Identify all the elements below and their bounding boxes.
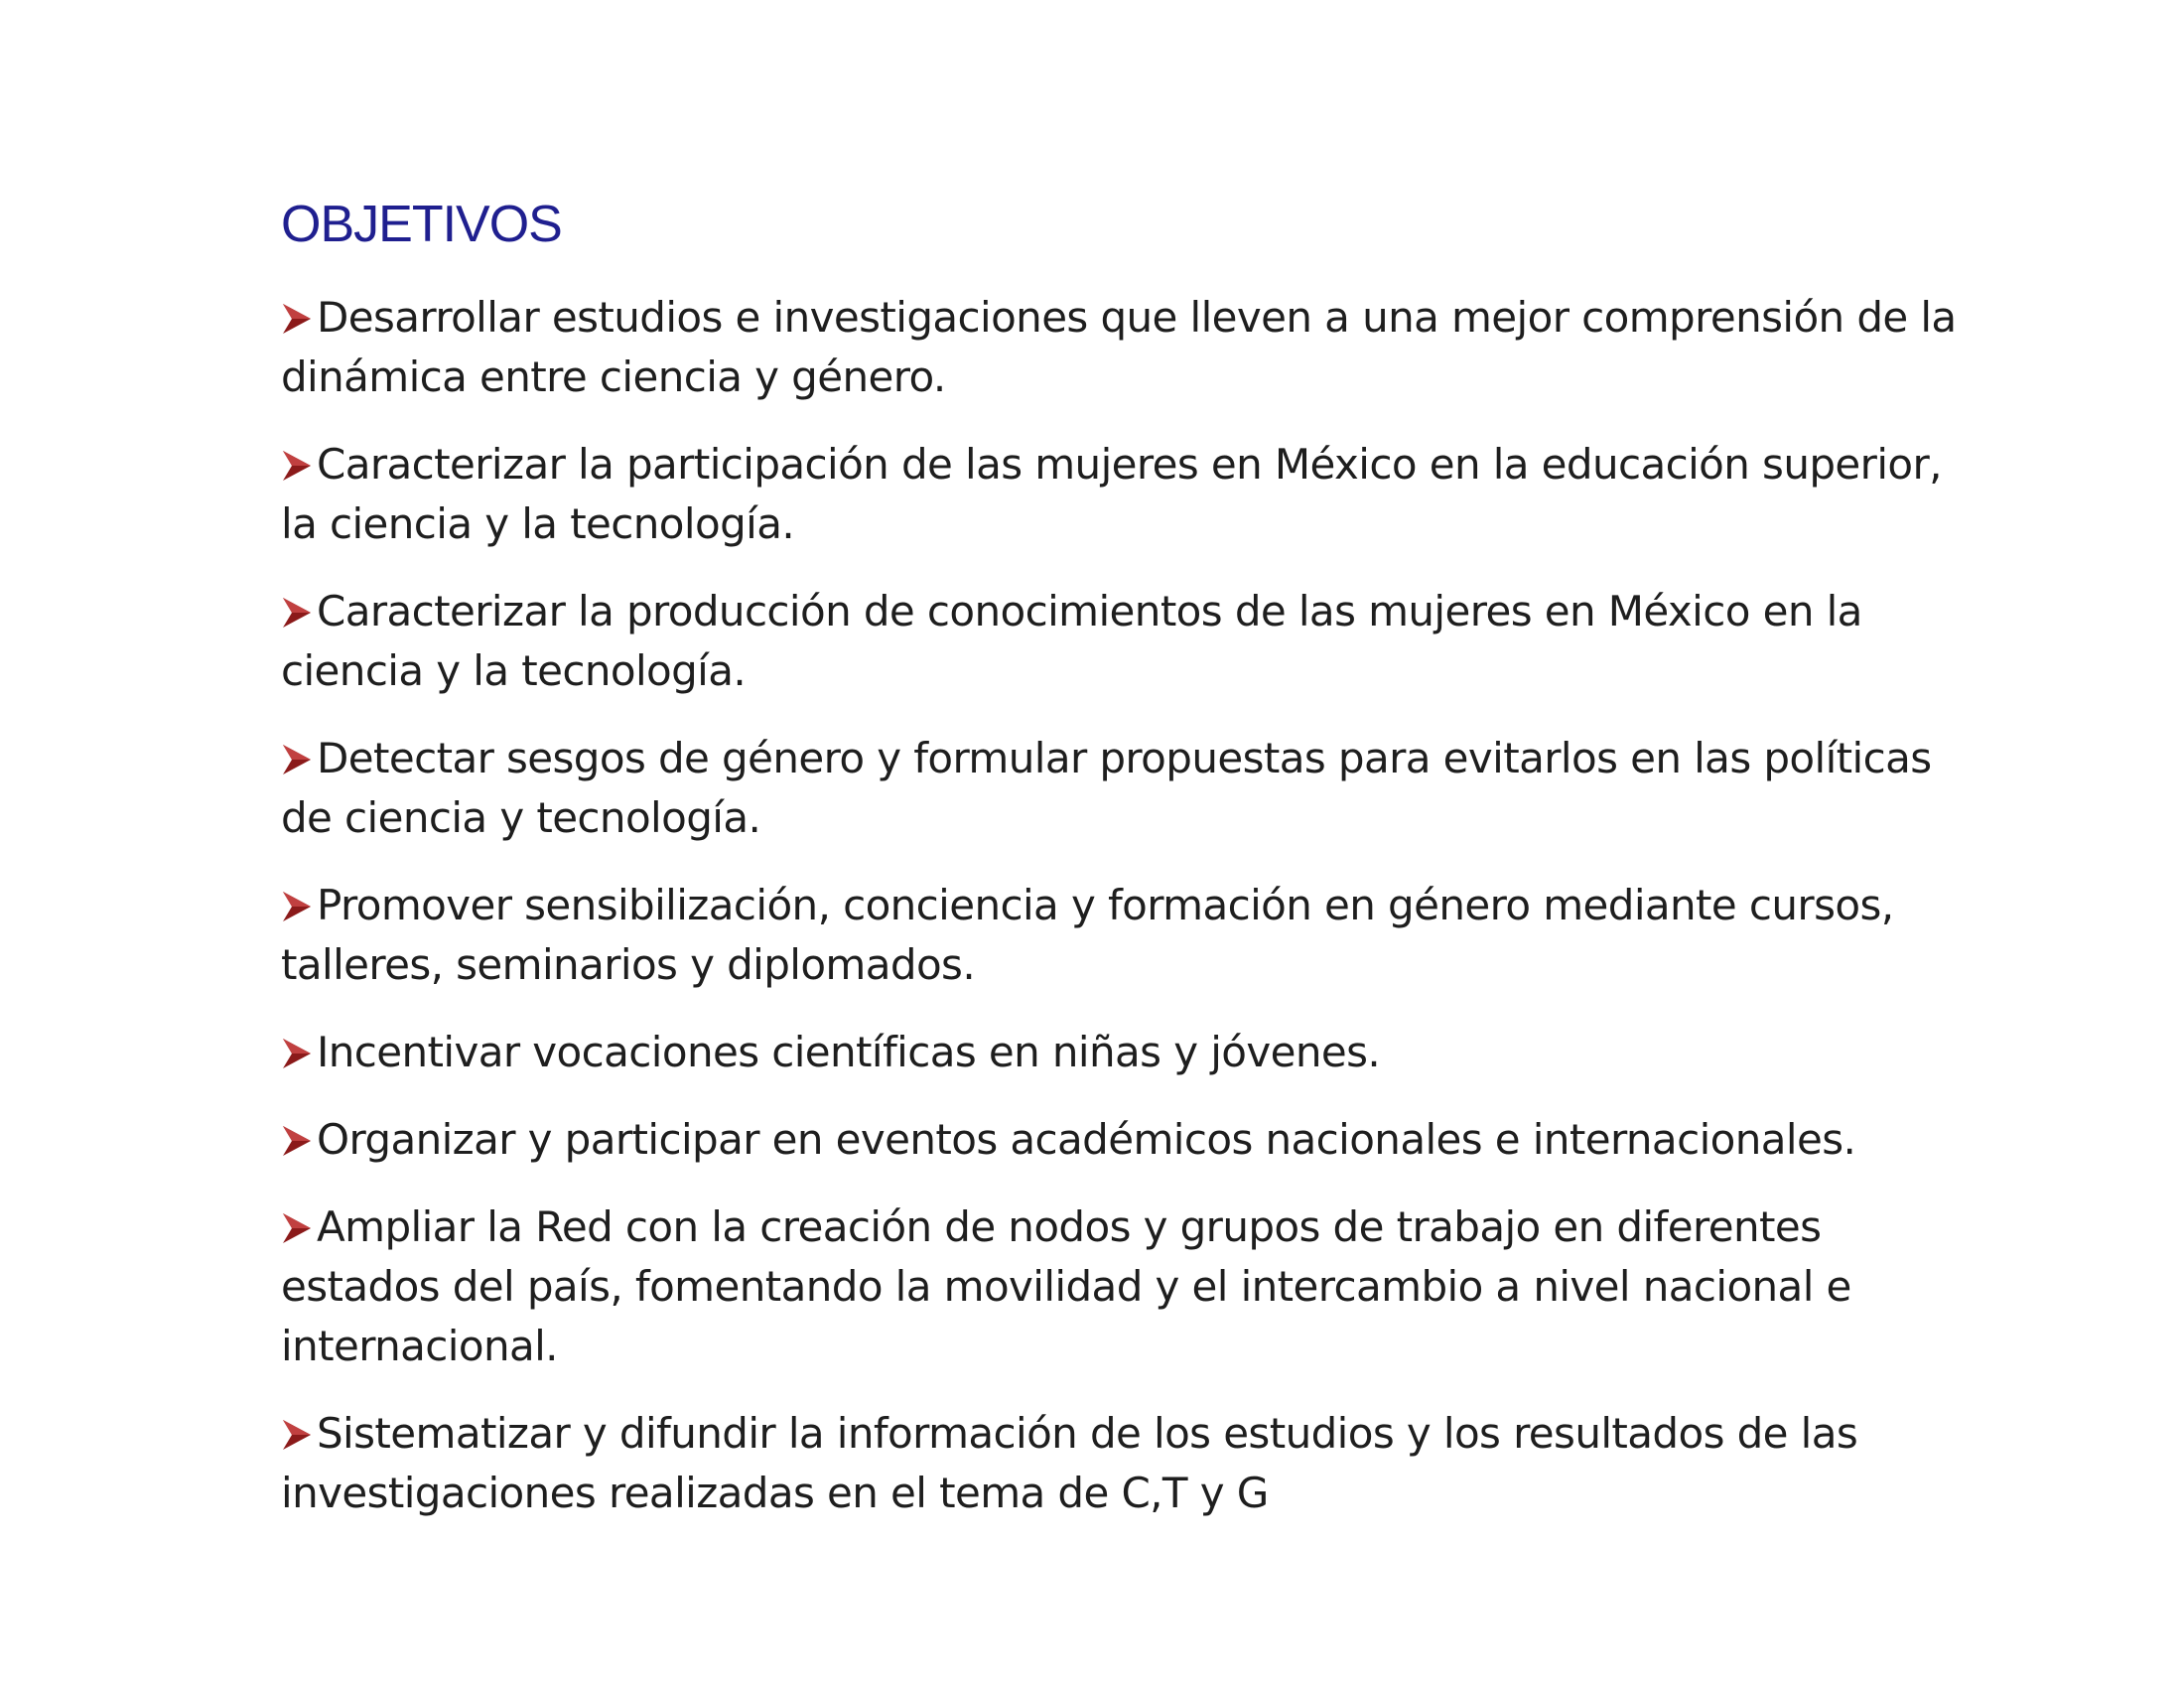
arrowhead-bullet-icon bbox=[281, 743, 313, 776]
list-item-text: Ampliar la Red con la creación de nodos y grupos de trabajo en diferentes estados del país, fomentando la movilidad y el intercambio a nivel nacional e internacional. bbox=[281, 1202, 1851, 1370]
arrowhead-bullet-icon bbox=[281, 1418, 313, 1452]
arrowhead-bullet-icon bbox=[281, 1211, 313, 1245]
list-item bbox=[281, 1023, 1969, 1082]
list-item bbox=[281, 876, 1969, 995]
list-item-text: Promover sensibilización, conciencia y formación en género mediante cursos, talleres, seminarios y diplomados. bbox=[281, 881, 1894, 989]
list-item bbox=[281, 729, 1969, 848]
list-item bbox=[281, 1110, 1969, 1170]
list-item-text: Desarrollar estudios e investigaciones que lleven a una mejor comprensión de la dinámica entre ciencia y género. bbox=[281, 293, 1957, 401]
list-item-text: Organizar y participar en eventos académicos nacionales e internacionales. bbox=[317, 1115, 1856, 1164]
page-title: OBJETIVOS bbox=[281, 196, 562, 253]
list-item-text: Detectar sesgos de género y formular propuestas para evitarlos en las políticas de ciencia y tecnología. bbox=[281, 734, 1932, 842]
list-item-text: Caracterizar la participación de las mujeres en México en la educación superior, la ciencia y la tecnología. bbox=[281, 440, 1942, 548]
arrowhead-bullet-icon bbox=[281, 1124, 313, 1158]
list-item bbox=[281, 435, 1969, 554]
arrowhead-bullet-icon bbox=[281, 596, 313, 630]
list-item bbox=[281, 288, 1969, 407]
list-item-text: Sistematizar y difundir la información de los estudios y los resultados de las investigaciones realizadas en el tema de C,T y G bbox=[281, 1409, 1858, 1517]
arrowhead-bullet-icon bbox=[281, 449, 313, 483]
list-item bbox=[281, 1404, 1969, 1523]
list-item-text: Incentivar vocaciones científicas en niñas y jóvenes. bbox=[317, 1028, 1381, 1076]
list-item bbox=[281, 582, 1969, 701]
objectives-section bbox=[281, 189, 1969, 1551]
list-item bbox=[281, 1197, 1969, 1376]
list-item-text: Caracterizar la producción de conocimientos de las mujeres en México en la ciencia y la tecnología. bbox=[281, 587, 1862, 695]
objectives-list bbox=[281, 288, 1969, 1523]
arrowhead-bullet-icon bbox=[281, 302, 313, 336]
arrowhead-bullet-icon bbox=[281, 1037, 313, 1070]
arrowhead-bullet-icon bbox=[281, 890, 313, 923]
